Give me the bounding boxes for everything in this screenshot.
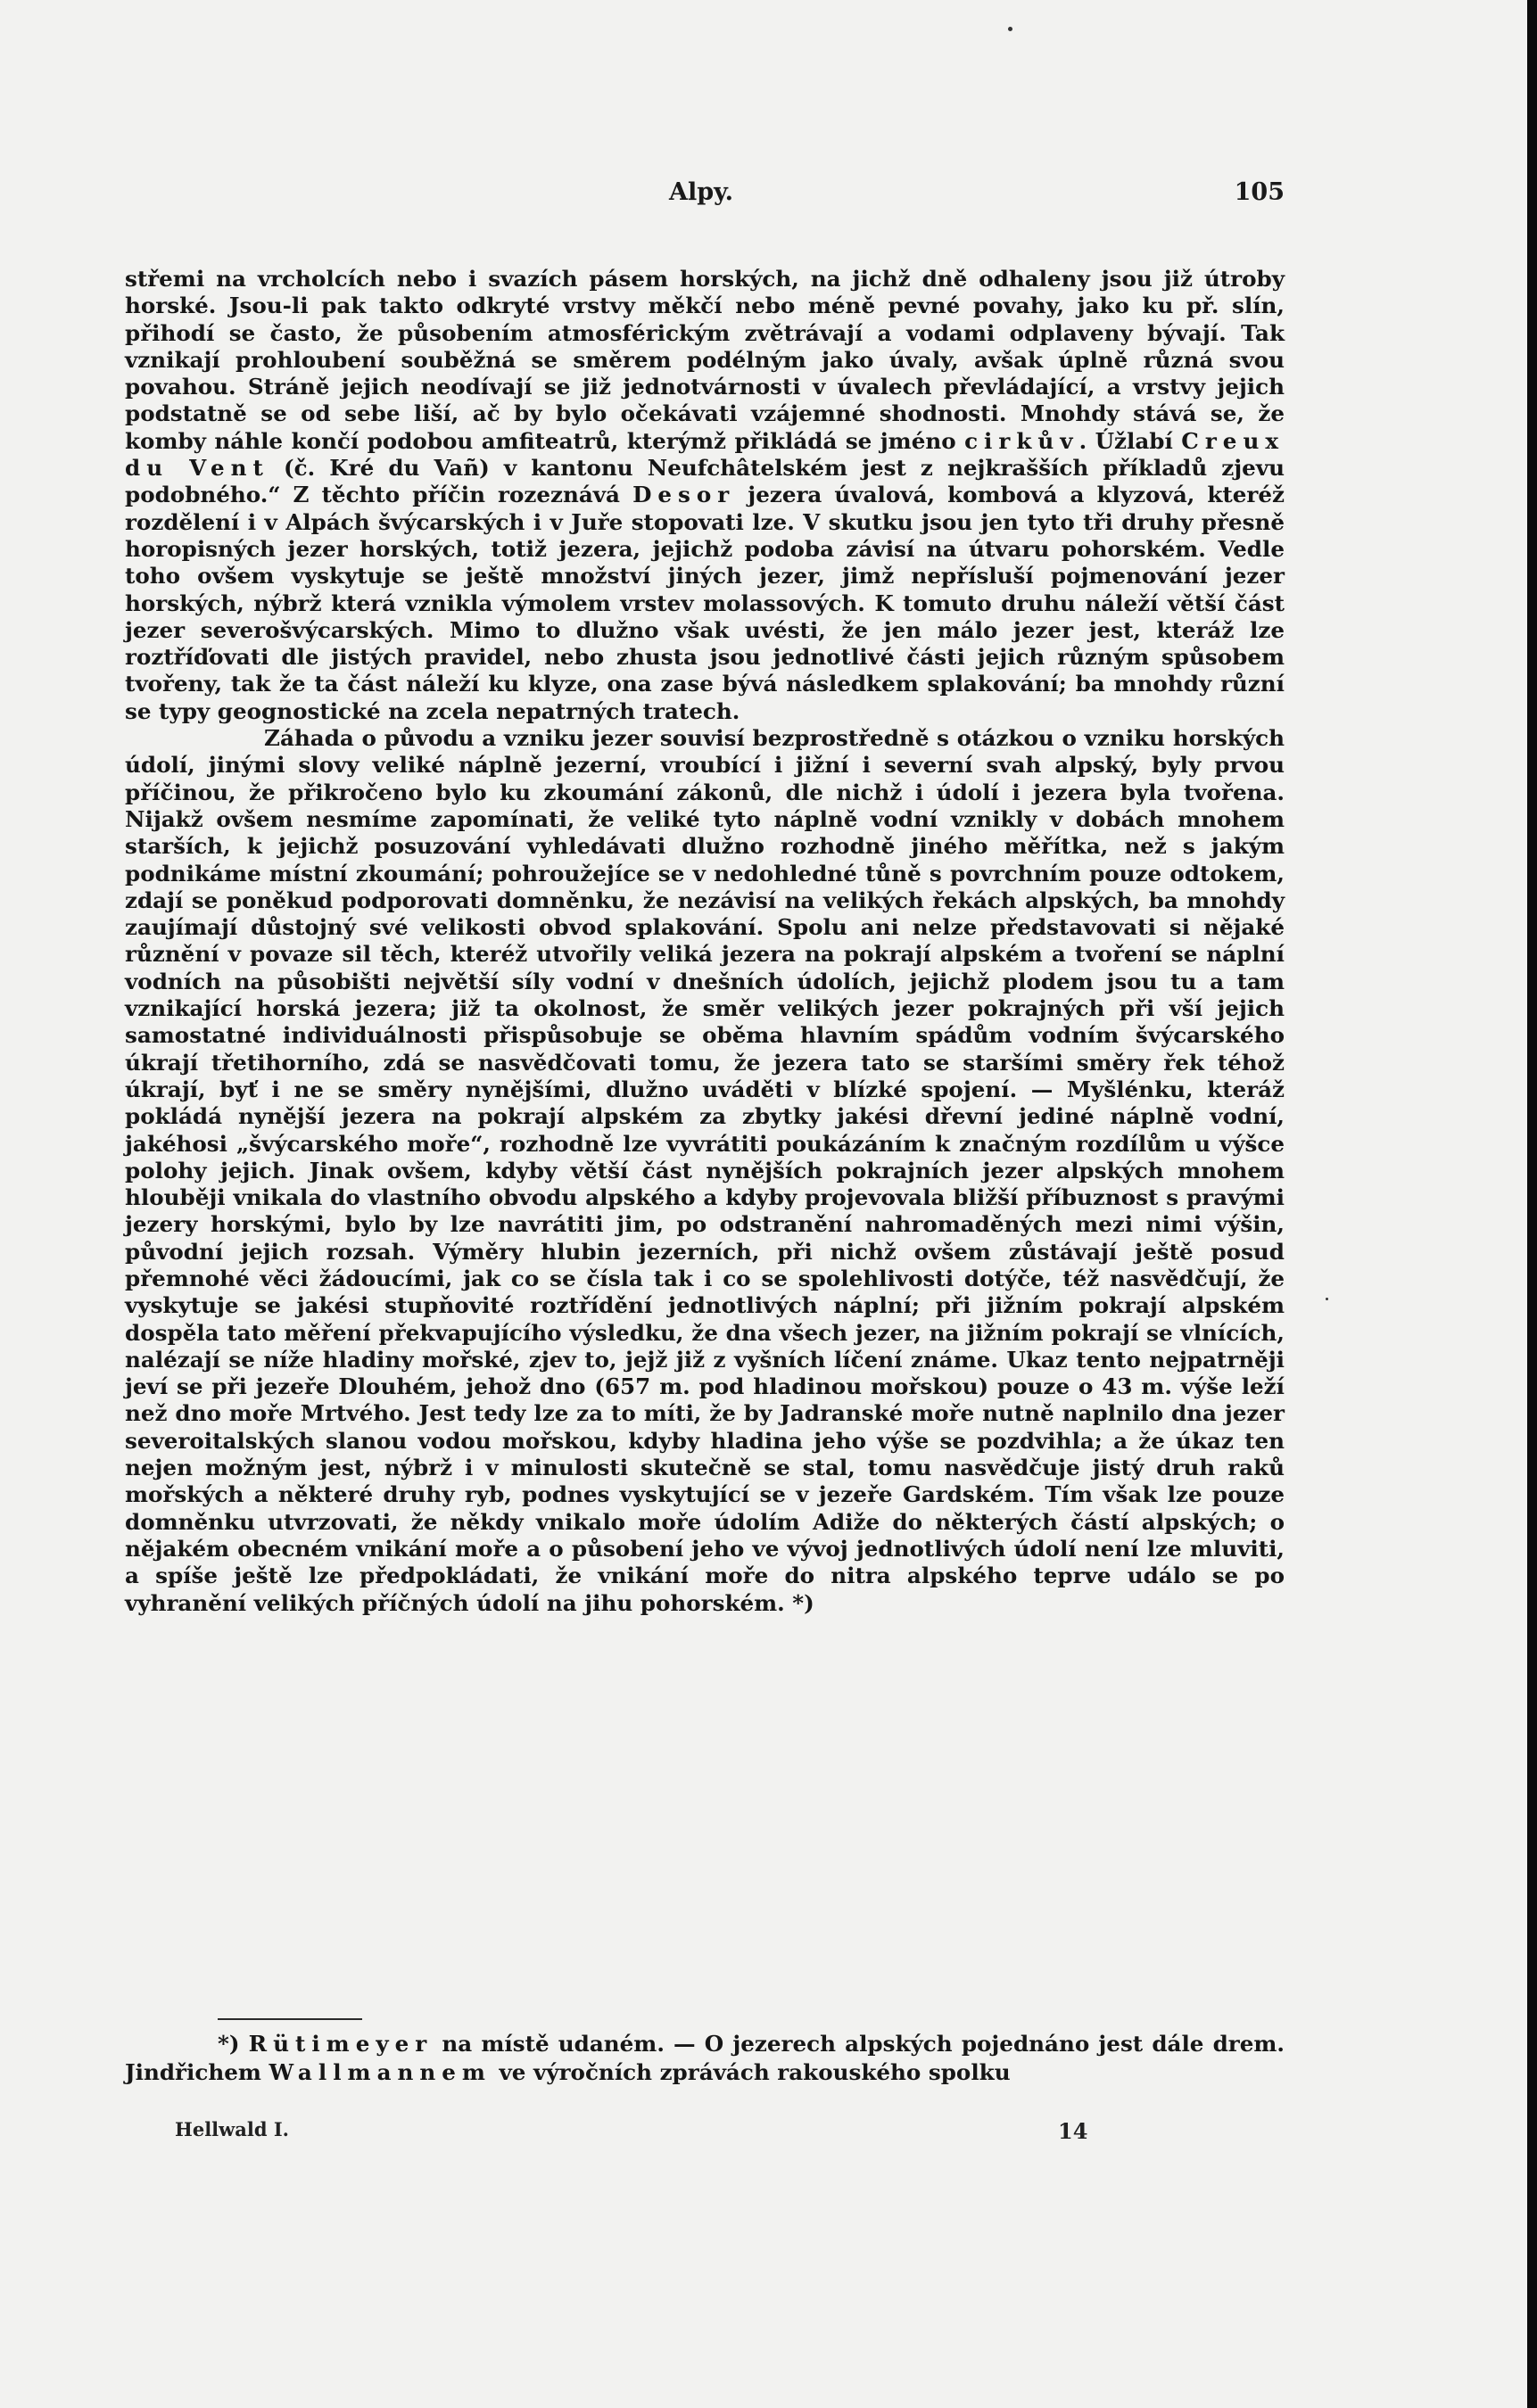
sheet-number: 14 [1058,2118,1088,2144]
paragraph-2: Záhada o původu a vzniku jezer souvisí bezprostředně s otázkou o vzniku horských údolí, jinými slovy veliké náplně jezerní, vroubící i jižní i severní svah alpský, byly prvou příčinou, že přikročeno bylo ku zkoumání zákonů, dle nichž i údolí i jezera byla tvořena. Nijakž ovšem nesmíme zapomínati, že veliké tyto náplně vodní vznikly v dobách mnohem starších, k jejichž posuzování vyhledávati dlužno rozhodně jiného měřítka, než s jakým podnikáme místní zkoumání; pohroužejíce se v nedohledné tůně s povrchním pouze odtokem, zdají se poněkud podporovati domněnku, že nezávisí na velikých řekách alpských, ba mnohdy zaujímají důstojný své velikosti obvod splakování. Spolu ani nelze představovati si nějaké různění v povaze sil těch, kteréž utvořily veliká jezera na pokrají alpském a tvoření se náplní vodních na působišti největší síly vodní v dnešních údolích, jejichž plodem jsou tu a tam vznikající horská jezera; již ta okolnost, že směr velikých jezer pokrajných při vší jejich samostatné individuálnosti přispůsobuje se oběma hlavním spádům vodním švýcarského úkrají třetihorního, zdá se nasvědčovati tomu, že jezera tato se staršími směry řek téhož úkrají, byť i ne se směry nynějšími, dlužno uváděti v blízké spojení. — Myšlénku, kteráž pokládá nynější jezera na pokrají alpském za zbytky jakési dřevní jediné náplně vodní, jakéhosi „švýcarského moře“, rozhodně lze vyvrátiti poukázáním k značným rozdílům u výšce polohy jejich. Jinak ovšem, kdyby větší část nynějších pokrajních jezer alpských mnohem hlouběji vnikala do vlastního obvodu alpského a kdyby projevovala bližší příbuznost s pravými jezery horskými, bylo by lze navrátiti jim, po odstranění nahromaděných mezi nimi výšin, původní jejich rozsah. Výměry hlubin jezerních, při nichž ovšem zůstávají ještě posud přemnohé věci žádoucími, jak co se čísla tak i co se spolehlivosti dotýče, též nasvědčují, že vyskytuje se jakési stupňovité roztřídění jednotlivých náplní; při jižním pokrají alpském dospěla tato měření překvapujícího výsledku, že dna všech jezer, na jižním pokrají se vlnících, nalézají se níže hladiny mořské, zjev to, jejž již z vyšních líčení známe. Ukaz tento nejpatrněji jeví se při jezeře Dlouhém, jehož dno (657 m. pod hladinou mořskou) pouze o 43 m. výše leží než dno moře Mrtvého. Jest tedy lze za to míti, že by Jadranské moře nutně naplnilo dna jezer severoitalských slanou vodou mořskou, kdyby hladina jeho výše se pozdvihla; a že úkaz ten nejen možným jest, nýbrž i v minulosti skutečně se stal, tomu nasvědčuje jistý druh raků mořských a některé druhy ryb, podnes vyskytující se v jezeře Gardském. Tím však lze pouze domněnku utvrzovati, že někdy vnikalo moře údolím Adiže do některých částí alpských; o nějakém obecném vnikání moře a o působení jeho ve vývoj jednotlivých údolí není lze mluviti, a spíše ještě lze předpokládati, že vnikání moře do nitra alpského teprve událo se po vyhranění velikých příčných údolí na jihu pohorském. *) [125,725,1285,1616]
footnote-author: Rütimeyer [248,2031,434,2057]
paragraph-1: střemi na vrcholcích nebo i svazích pásem horských, na jichž dně odhaleny jsou již útroby horské. Jsou-li pak takto odkryté vrstvy měkčí nebo méně pevné povahy, jako ku př. slín, přihodí se často, že působením atmosférickým zvětrávají a vodami odplaveny bývají. Tak vznikají prohloubení souběžná se směrem podélným jako úvaly, avšak úplně různá svou povahou. Stráně jejich neodívají se již jednotvárnosti v úvalech převládající, a vrstvy jejich podstatně se od sebe liší, ač by bylo očekávati vzájemné shodnosti. Mnohdy stává se, že komby náhle končí podobou amfiteatrů, kterýmž přikládá se jméno cirkův. Úžlabí Creux du Vent (č. Kré du Vañ) v kantonu Neufchâtelském jest z nejkrašších příkladů zjevu podobného.“ Z těchto příčin rozeznává Desor jezera úvalová, kombová a klyzová, kteréž rozdělení i v Alpách švýcarských i v Juře stopovati lze. V skutku jsou jen tyto tři druhy přesně horopisných jezer horských, totiž jezera, jejichž podoba závisí na útvaru pohorském. Vedle toho ovšem vyskytuje se ještě množství jiných jezer, jimž nepřísluší pojmenování jezer horských, nýbrž která vznikla výmolem vrstev molassových. K tomuto druhu náleží větší část jezer severošvýcarských. Mimo to dlužno však uvésti, že jen málo jezer jest, kteráž lze roztříďovati dle jistých pravidel, nebo zhusta jsou jednotlivé části jejich různým spůsobem tvořeny, tak že ta část náleží ku klyze, ona zase bývá následkem splakování; ba mnohdy různí se typy geognostické na zcela nepatrných tratech. [125,266,1285,724]
signature-mark: Hellwald I. [175,2118,289,2140]
main-text [125,266,1285,1617]
footnote-marker: *) [218,2031,249,2057]
print-speck [1326,1298,1328,1300]
spaced-term: Creux du Vent [125,427,1285,482]
footnote-name: Wallmannem [269,2059,492,2085]
footnote: *) Rütimeyer na místě udaném. — O jezerech alpských pojednáno jest dále drem. Jindřichem Wallmannem ve výročních zprávách rakouského spolku [125,2031,1285,2085]
print-speck [1008,27,1012,31]
running-title: Alpy. [669,178,734,206]
spaced-name: Desor [632,482,736,508]
footnote-rule [218,2018,362,2020]
spaced-term: cirkův [964,427,1079,454]
page-number: 105 [1234,178,1285,206]
